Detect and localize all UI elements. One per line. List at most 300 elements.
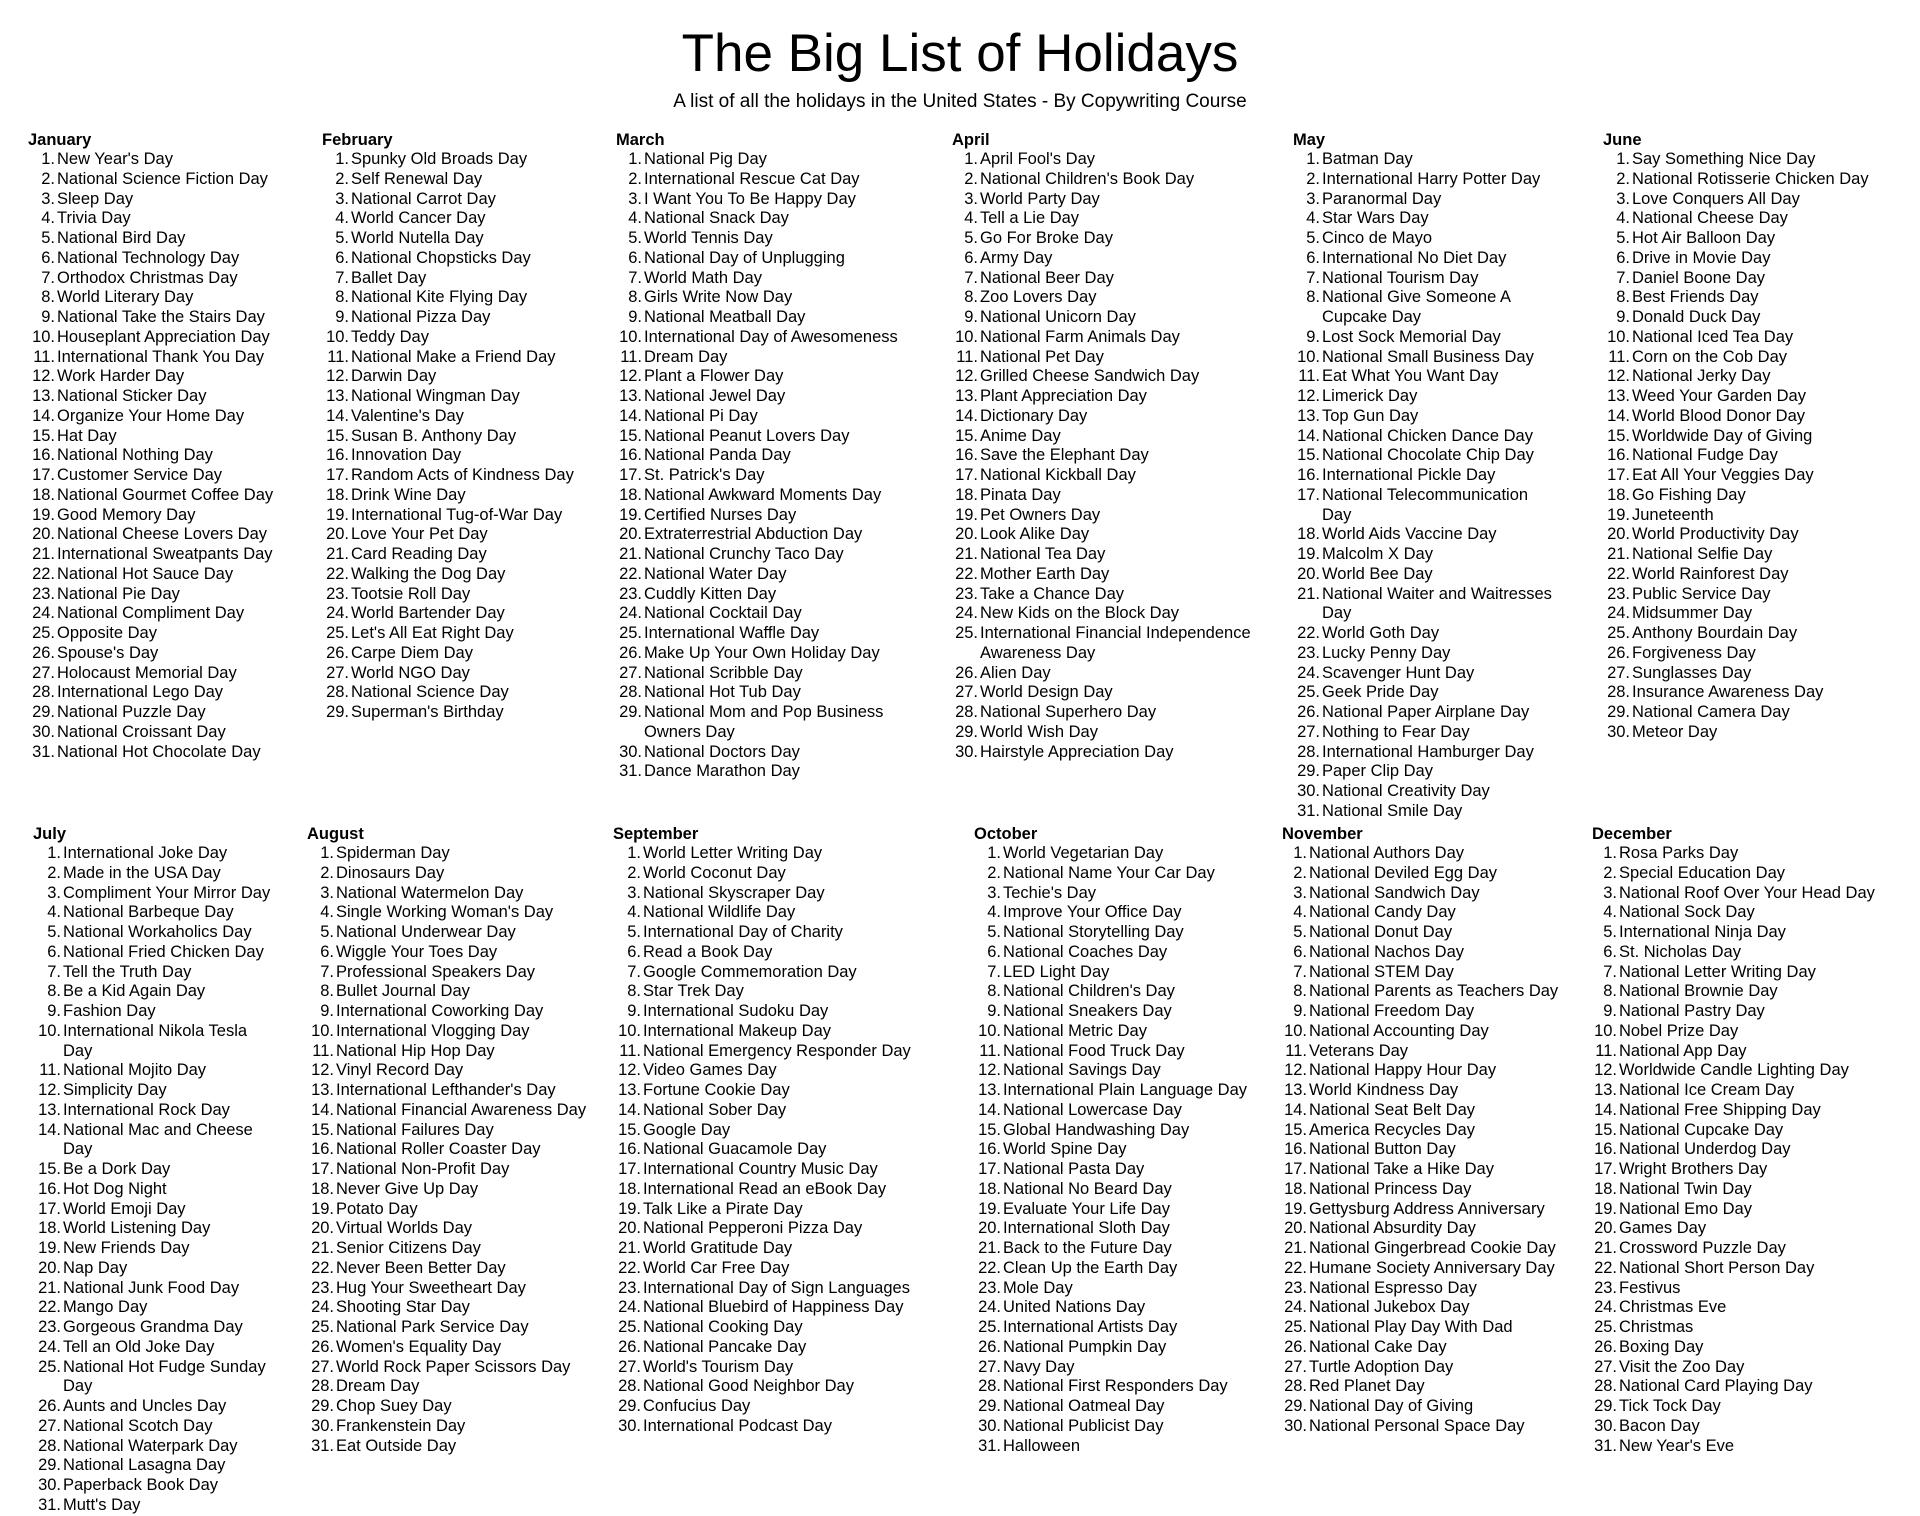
holiday-number: 8. — [987, 982, 1001, 1001]
holiday-name: National Emo Day — [1619, 1199, 1752, 1218]
holiday-number: 10. — [1284, 1021, 1307, 1040]
holiday-number: 25. — [1284, 1318, 1307, 1336]
holiday-name: National Short Person Day — [1619, 1258, 1815, 1277]
holiday-item — [1297, 801, 1553, 822]
holiday-number: 7. — [47, 962, 61, 981]
holiday-item — [32, 525, 313, 545]
holiday-name: International Sweatpants Day — [57, 545, 273, 563]
holiday-item — [627, 962, 933, 983]
holiday-item — [311, 1436, 597, 1457]
holiday-item — [964, 150, 1252, 170]
holiday-item — [1284, 1219, 1572, 1239]
holiday-item — [618, 1357, 933, 1378]
holiday-number: 8. — [47, 982, 61, 1001]
holiday-name: Eat Outside Day — [336, 1436, 457, 1455]
holiday-number: 10. — [311, 1021, 334, 1040]
holiday-item — [618, 1081, 933, 1101]
holiday-name: International Tug-of-War Day — [351, 505, 563, 524]
holiday-number: 8. — [41, 288, 55, 307]
holiday-number: 5. — [987, 923, 1001, 941]
holiday-item — [32, 643, 313, 664]
holiday-number: 28. — [1297, 742, 1320, 761]
holiday-name: National Gourmet Coffee Day — [57, 485, 274, 504]
holiday-item — [955, 663, 1252, 684]
holiday-item — [32, 683, 313, 703]
holiday-number: 17. — [1284, 1160, 1307, 1178]
holiday-name: National Cooking Day — [643, 1318, 803, 1336]
holiday-number: 11. — [327, 347, 349, 366]
holiday-name: International Podcast Day — [643, 1416, 832, 1435]
holiday-number: 19. — [38, 1239, 61, 1257]
holiday-number: 13. — [955, 387, 978, 405]
holiday-number: 25. — [978, 1318, 1001, 1336]
holiday-item — [618, 1021, 933, 1042]
holiday-item — [619, 584, 916, 605]
holiday-number: 7. — [627, 962, 641, 981]
holiday-name: National Barbeque Day — [63, 903, 234, 922]
holiday-item — [1594, 1120, 1892, 1141]
holiday-item — [979, 1041, 1264, 1062]
holiday-item — [326, 525, 612, 545]
holiday-item — [326, 485, 612, 506]
holiday-number: 12. — [619, 367, 642, 386]
holiday-item — [311, 1140, 597, 1160]
holiday-number: 14. — [1594, 1100, 1617, 1119]
holiday-item — [987, 942, 1264, 963]
holiday-number: 2. — [41, 169, 55, 188]
holiday-number: 5. — [1616, 229, 1630, 247]
holiday-item — [1284, 1416, 1572, 1437]
holiday-number: 1. — [1293, 844, 1307, 862]
holiday-name: National Espresso Day — [1309, 1278, 1477, 1297]
holiday-item — [41, 248, 313, 269]
holiday-item — [41, 150, 313, 170]
holiday-number: 15. — [1594, 1120, 1617, 1139]
holiday-name: World Goth Day — [1322, 624, 1440, 642]
holiday-number: 23. — [978, 1278, 1001, 1297]
holiday-item — [1595, 1041, 1892, 1062]
holiday-item — [1607, 525, 1893, 545]
holiday-number: 26. — [619, 643, 642, 662]
holiday-number: 1. — [335, 150, 349, 168]
holiday-number: 9. — [1293, 1002, 1307, 1020]
holiday-name: Global Handwashing Day — [1003, 1120, 1190, 1139]
holiday-name: International Day of Sign Languages — [643, 1278, 910, 1297]
holiday-number: 23. — [619, 584, 642, 603]
holiday-name: National Science Day — [351, 683, 509, 702]
month-heading: July — [33, 825, 67, 843]
holiday-number: 20. — [32, 525, 55, 544]
holiday-name: National Pasta Day — [1003, 1160, 1145, 1178]
holiday-name: Tootsie Roll Day — [351, 584, 471, 603]
holiday-name: Virtual Worlds Day — [336, 1219, 473, 1238]
holiday-item — [1297, 446, 1553, 466]
holiday-name: National Brownie Day — [1619, 982, 1778, 1001]
month-january — [28, 130, 313, 762]
holiday-name: Spouse's Day — [57, 643, 159, 662]
holiday-name: National Science Fiction Day — [57, 169, 268, 188]
month-july — [33, 824, 273, 1516]
holiday-item — [1607, 663, 1893, 684]
holiday-name: International Harry Potter Day — [1322, 169, 1541, 188]
holiday-name: Eat All Your Veggies Day — [1632, 466, 1814, 484]
holiday-item — [987, 863, 1264, 884]
holiday-number: 19. — [955, 505, 978, 524]
month-heading: August — [307, 825, 364, 843]
holiday-item — [335, 288, 612, 308]
holiday-number: 7. — [628, 268, 642, 287]
holiday-list — [1284, 844, 1572, 1437]
holiday-item — [32, 703, 313, 723]
holiday-name: National Failures Day — [336, 1120, 494, 1139]
holiday-number: 29. — [1607, 703, 1630, 721]
holiday-number: 22. — [618, 1258, 641, 1277]
holiday-item — [955, 525, 1252, 545]
month-march — [616, 130, 916, 782]
holiday-name: National Creativity Day — [1322, 782, 1490, 800]
holiday-item — [1297, 387, 1553, 407]
holiday-name: National Play Day With Dad — [1309, 1318, 1513, 1336]
holiday-number: 20. — [311, 1219, 334, 1238]
holiday-item — [32, 426, 313, 447]
holiday-name: National Technology Day — [57, 248, 240, 267]
month-november — [1282, 824, 1572, 1437]
holiday-item — [1607, 545, 1893, 565]
holiday-item — [1306, 288, 1553, 328]
holiday-number: 7. — [1603, 962, 1617, 981]
holiday-number: 27. — [955, 683, 978, 702]
holiday-item — [38, 1199, 273, 1220]
holiday-name: National Meatball Day — [644, 308, 806, 326]
holiday-number: 8. — [335, 288, 349, 307]
holiday-number: 26. — [38, 1397, 61, 1415]
holiday-number: 25. — [1594, 1318, 1617, 1336]
holiday-item — [326, 406, 612, 427]
holiday-number: 17. — [955, 466, 978, 484]
holiday-item — [978, 1199, 1264, 1220]
holiday-name: World Cancer Day — [351, 209, 486, 228]
holiday-item — [41, 229, 313, 249]
holiday-item — [335, 169, 612, 190]
holiday-item — [1607, 485, 1893, 506]
holiday-item — [1297, 347, 1553, 368]
holiday-name: National Waiter and Waitresses Day — [1322, 584, 1552, 623]
holiday-number: 16. — [1284, 1140, 1307, 1159]
holiday-name: Games Day — [1619, 1219, 1707, 1238]
holiday-item — [335, 248, 612, 269]
holiday-number: 1. — [628, 150, 642, 168]
holiday-item — [955, 387, 1252, 407]
holiday-name: Cinco de Mayo — [1322, 229, 1433, 247]
holiday-number: 16. — [311, 1140, 334, 1159]
holiday-number: 18. — [955, 485, 978, 504]
holiday-number: 23. — [38, 1318, 61, 1336]
holiday-number: 12. — [1297, 387, 1320, 405]
holiday-item — [978, 1100, 1264, 1121]
holiday-number: 14. — [1607, 406, 1630, 425]
holiday-item — [627, 1002, 933, 1022]
holiday-number: 2. — [1293, 863, 1307, 882]
holiday-name: National Jukebox Day — [1309, 1298, 1470, 1317]
holiday-item — [955, 545, 1252, 565]
holiday-number: 16. — [618, 1140, 641, 1159]
holiday-name: National Jewel Day — [644, 387, 786, 405]
holiday-number: 20. — [1284, 1219, 1307, 1238]
holiday-item — [320, 883, 597, 904]
holiday-name: Carpe Diem Day — [351, 643, 473, 662]
holiday-number: 30. — [619, 742, 642, 761]
holiday-number: 17. — [619, 466, 642, 484]
holiday-item — [41, 189, 313, 210]
holiday-number: 1. — [987, 844, 1001, 862]
holiday-number: 8. — [627, 982, 641, 1001]
holiday-number: 1. — [320, 844, 334, 862]
holiday-name: Pet Owners Day — [980, 505, 1101, 524]
holiday-number: 19. — [978, 1199, 1001, 1218]
holiday-item — [1306, 268, 1553, 289]
holiday-name: Girls Write Now Day — [644, 288, 793, 307]
holiday-name: Batman Day — [1322, 150, 1413, 168]
holiday-name: Love Conquers All Day — [1632, 189, 1800, 208]
holiday-item — [1616, 209, 1893, 229]
holiday-name: National Hot Chocolate Day — [57, 742, 261, 761]
holiday-number: 4. — [627, 903, 641, 922]
holiday-item — [978, 1239, 1264, 1259]
holiday-number: 9. — [987, 1002, 1001, 1020]
holiday-number: 17. — [978, 1160, 1001, 1178]
holiday-name: National Seat Belt Day — [1309, 1100, 1476, 1119]
holiday-number: 5. — [1603, 923, 1617, 941]
holiday-number: 11. — [1595, 1041, 1617, 1060]
holiday-item — [618, 1258, 933, 1279]
holiday-name: Nap Day — [63, 1258, 128, 1277]
holiday-name: National Scotch Day — [63, 1416, 213, 1435]
holiday-name: Superman's Birthday — [351, 703, 504, 721]
holiday-name: St. Patrick's Day — [644, 466, 765, 484]
holiday-name: Sleep Day — [57, 189, 134, 208]
month-heading: January — [28, 131, 92, 149]
holiday-number: 28. — [619, 683, 642, 702]
holiday-item — [620, 347, 916, 368]
holiday-number: 18. — [978, 1179, 1001, 1198]
holiday-name: World Kindness Day — [1309, 1081, 1459, 1099]
holiday-name: International Vlogging Day — [336, 1021, 530, 1040]
holiday-number: 14. — [618, 1100, 641, 1119]
holiday-number: 20. — [326, 525, 349, 544]
holiday-item — [311, 1120, 597, 1141]
holiday-name: Opposite Day — [57, 624, 157, 642]
holiday-number: 9. — [335, 308, 349, 326]
holiday-item — [32, 604, 313, 624]
holiday-name: Top Gun Day — [1322, 406, 1419, 425]
holiday-name: National Pumpkin Day — [1003, 1337, 1167, 1356]
holiday-number: 30. — [1594, 1416, 1617, 1435]
holiday-number: 5. — [1293, 923, 1307, 941]
holiday-item — [1594, 1436, 1892, 1457]
holiday-name: National Sticker Day — [57, 387, 207, 405]
holiday-name: Anime Day — [980, 426, 1061, 445]
holiday-item — [1594, 1239, 1892, 1259]
holiday-item — [1607, 722, 1893, 743]
holiday-item — [335, 209, 612, 229]
holiday-item — [38, 1456, 273, 1476]
holiday-name: National Pizza Day — [351, 308, 491, 326]
holiday-number: 13. — [618, 1081, 641, 1099]
month-april — [952, 130, 1252, 762]
holiday-item — [978, 1120, 1264, 1141]
holiday-item — [978, 1416, 1264, 1437]
holiday-name: National Pancake Day — [643, 1337, 807, 1356]
holiday-number: 15. — [326, 426, 349, 445]
holiday-item — [32, 742, 313, 763]
holiday-number: 24. — [619, 604, 642, 623]
holiday-item — [1603, 863, 1892, 884]
holiday-name: Hot Air Balloon Day — [1632, 229, 1776, 247]
holiday-item — [619, 643, 916, 664]
holiday-item — [326, 505, 612, 526]
holiday-number: 16. — [619, 446, 642, 465]
holiday-number: 3. — [320, 883, 334, 902]
holiday-name: National Roller Coaster Day — [336, 1140, 541, 1159]
holiday-name: National Unicorn Day — [980, 308, 1136, 326]
holiday-number: 6. — [320, 942, 334, 961]
holiday-name: International Coworking Day — [336, 1002, 544, 1020]
holiday-number: 13. — [32, 387, 55, 405]
holiday-item — [335, 189, 612, 210]
holiday-name: Mango Day — [63, 1298, 148, 1317]
holiday-number: 9. — [628, 308, 642, 326]
holiday-item — [1607, 387, 1893, 407]
holiday-number: 11. — [619, 1041, 641, 1060]
holiday-item — [32, 663, 313, 684]
holiday-item — [1284, 1278, 1572, 1299]
month-february — [322, 130, 612, 723]
holiday-name: National Paper Airplane Day — [1322, 703, 1530, 721]
holiday-name: Card Reading Day — [351, 545, 487, 563]
holiday-item — [326, 327, 612, 348]
holiday-name: Dinosaurs Day — [336, 863, 445, 882]
holiday-item — [38, 1120, 273, 1161]
holiday-number: 30. — [38, 1476, 61, 1494]
holiday-item — [955, 564, 1252, 585]
holiday-number: 17. — [618, 1160, 641, 1178]
holiday-name: National Bluebird of Happiness Day — [643, 1298, 904, 1317]
holiday-name: Star Trek Day — [643, 982, 744, 1001]
holiday-name: National Nothing Day — [57, 446, 213, 465]
holiday-number: 15. — [32, 426, 55, 445]
holiday-name: Take a Chance Day — [980, 584, 1124, 603]
holiday-name: Juneteenth — [1632, 505, 1714, 524]
holiday-list — [326, 150, 612, 723]
holiday-item — [320, 962, 597, 983]
holiday-list — [32, 150, 313, 762]
holiday-number: 12. — [311, 1061, 334, 1080]
holiday-item — [955, 466, 1252, 486]
holiday-number: 28. — [38, 1436, 61, 1455]
holiday-item — [326, 643, 612, 664]
holiday-name: April Fool's Day — [980, 150, 1096, 168]
holiday-list — [38, 844, 273, 1516]
holiday-item — [964, 229, 1252, 249]
holiday-name: National Kite Flying Day — [351, 288, 528, 307]
holiday-item — [1306, 248, 1553, 269]
holiday-name: National Water Day — [644, 564, 787, 583]
holiday-item — [1594, 1377, 1892, 1397]
holiday-number: 6. — [1293, 942, 1307, 961]
holiday-item — [619, 624, 916, 644]
holiday-item — [619, 604, 916, 624]
holiday-number: 14. — [955, 406, 978, 425]
holiday-item — [1293, 942, 1572, 963]
holiday-number: 5. — [335, 229, 349, 247]
holiday-name: National Cocktail Day — [644, 604, 802, 623]
holiday-name: National Sandwich Day — [1309, 883, 1480, 902]
holiday-name: Women's Equality Day — [336, 1337, 502, 1356]
holiday-item — [1306, 209, 1553, 229]
holiday-name: New Year's Eve — [1619, 1436, 1735, 1455]
holiday-name: Aunts and Uncles Day — [63, 1397, 227, 1415]
holiday-name: Anthony Bourdain Day — [1632, 624, 1798, 642]
holiday-item — [1293, 923, 1572, 943]
holiday-number: 27. — [32, 663, 55, 682]
holiday-number: 30. — [955, 742, 978, 761]
holiday-item — [955, 367, 1252, 387]
holiday-number: 13. — [326, 387, 349, 405]
holiday-name: Compliment Your Mirror Day — [63, 883, 271, 902]
holiday-name: International Waffle Day — [644, 624, 820, 642]
holiday-number: 3. — [1603, 883, 1617, 902]
holiday-number: 1. — [627, 844, 641, 862]
holiday-item — [978, 1258, 1264, 1279]
holiday-name: Good Memory Day — [57, 505, 196, 524]
holiday-number: 25. — [618, 1318, 641, 1336]
holiday-item — [1603, 923, 1892, 943]
holiday-item — [1603, 942, 1892, 963]
holiday-item — [38, 1239, 273, 1259]
holiday-name: National Candy Day — [1309, 903, 1456, 922]
holiday-number: 20. — [978, 1219, 1001, 1238]
holiday-name: International Sloth Day — [1003, 1219, 1170, 1238]
holiday-item — [1297, 564, 1553, 585]
holiday-name: Made in the USA Day — [63, 863, 221, 882]
holiday-name: Let's All Eat Right Day — [351, 624, 514, 642]
holiday-number: 25. — [955, 624, 978, 642]
holiday-item — [1607, 564, 1893, 585]
holiday-number: 26. — [1607, 643, 1630, 662]
holiday-item — [38, 1337, 273, 1358]
holiday-name: National Cupcake Day — [1619, 1120, 1784, 1139]
holiday-item — [978, 1061, 1264, 1081]
holiday-name: National Wingman Day — [351, 387, 520, 405]
holiday-number: 18. — [311, 1179, 334, 1198]
holiday-number: 3. — [1616, 189, 1630, 208]
holiday-item — [1594, 1081, 1892, 1101]
holiday-name: Worldwide Day of Giving — [1632, 426, 1813, 445]
holiday-number: 10. — [955, 327, 978, 346]
holiday-number: 10. — [618, 1021, 641, 1040]
holiday-name: Alien Day — [980, 663, 1051, 682]
holiday-number: 16. — [1594, 1140, 1617, 1159]
month-heading: May — [1293, 131, 1326, 149]
holiday-item — [47, 1002, 273, 1022]
holiday-number: 28. — [1594, 1377, 1617, 1396]
holiday-name: Humane Society Anniversary Day — [1309, 1258, 1555, 1277]
holiday-item — [1594, 1416, 1892, 1437]
holiday-name: Google Day — [643, 1120, 731, 1139]
holiday-number: 23. — [618, 1278, 641, 1297]
holiday-item — [978, 1318, 1264, 1338]
holiday-item — [32, 367, 313, 387]
